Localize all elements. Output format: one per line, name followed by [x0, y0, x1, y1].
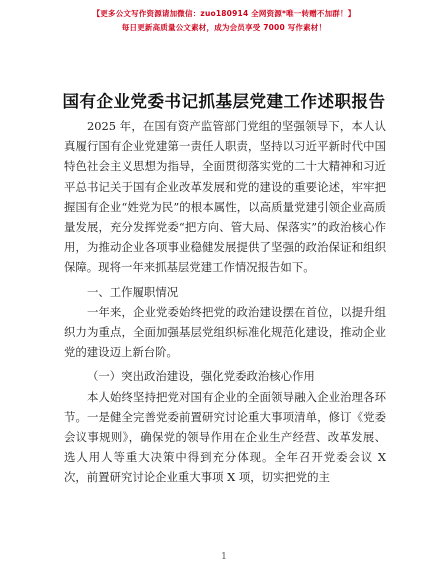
promo-banner-line-1: 【更多公文写作资源请加微信：zuo180914 全网资源*唯一转赠不加群！】 — [92, 9, 356, 18]
section-1-paragraph: 一年来，企业党委始终把党的政治建设摆在首位，以提升组织力为重点，全面加强基层党组织标准化规范化建设，推动企业党的建设迈上新台阶。 — [64, 304, 386, 360]
section-heading-1: 一、工作履职情况 — [87, 284, 179, 299]
subsection-1-paragraph: 本人始终坚持把党对国有企业的全面领导融入企业治理各环节。一是健全完善党委前置研究讨论重大事项清单，修订《党委会议事规则》，确保党的领导作用在企业生产经营、改革发展、选人用人等重大决策中得到充分体现。全年召开党委会议 X 次，前置研究讨论企业重大事项 X 项，切实把党的主 — [64, 389, 386, 485]
subsection-heading-1: （一）突出政治建设，强化党委政治核心作用 — [87, 369, 315, 384]
promo-banner-line-2: 每日更新高质量公文素材，成为会员享受 7000 写作素材！ — [121, 23, 327, 32]
page-number: 1 — [221, 552, 227, 562]
document-title: 国有企业党委书记抓基层党建工作述职报告 — [62, 92, 386, 111]
document-body — [64, 116, 386, 488]
intro-paragraph: 2025 年，在国有资产监管部门党组的坚强领导下，本人认真履行国有企业党建第一责任人职责，坚持以习近平新时代中国特色社会主义思想为指导，全面贯彻落实党的二十大精神和习近平总书记关于国有企业改革发展和党的建设的重要论述，牢牢把握国有企业“姓党为民”的根本属性，以高质量党建引领企业高质量发展，充分发挥党委“把方向、管大局、保落实”的政治核心作用，为推动企业各项事业稳健发展提供了坚强的政治保证和组织保障。现将一年来抓基层党建工作情况报告如下。 — [64, 119, 386, 275]
